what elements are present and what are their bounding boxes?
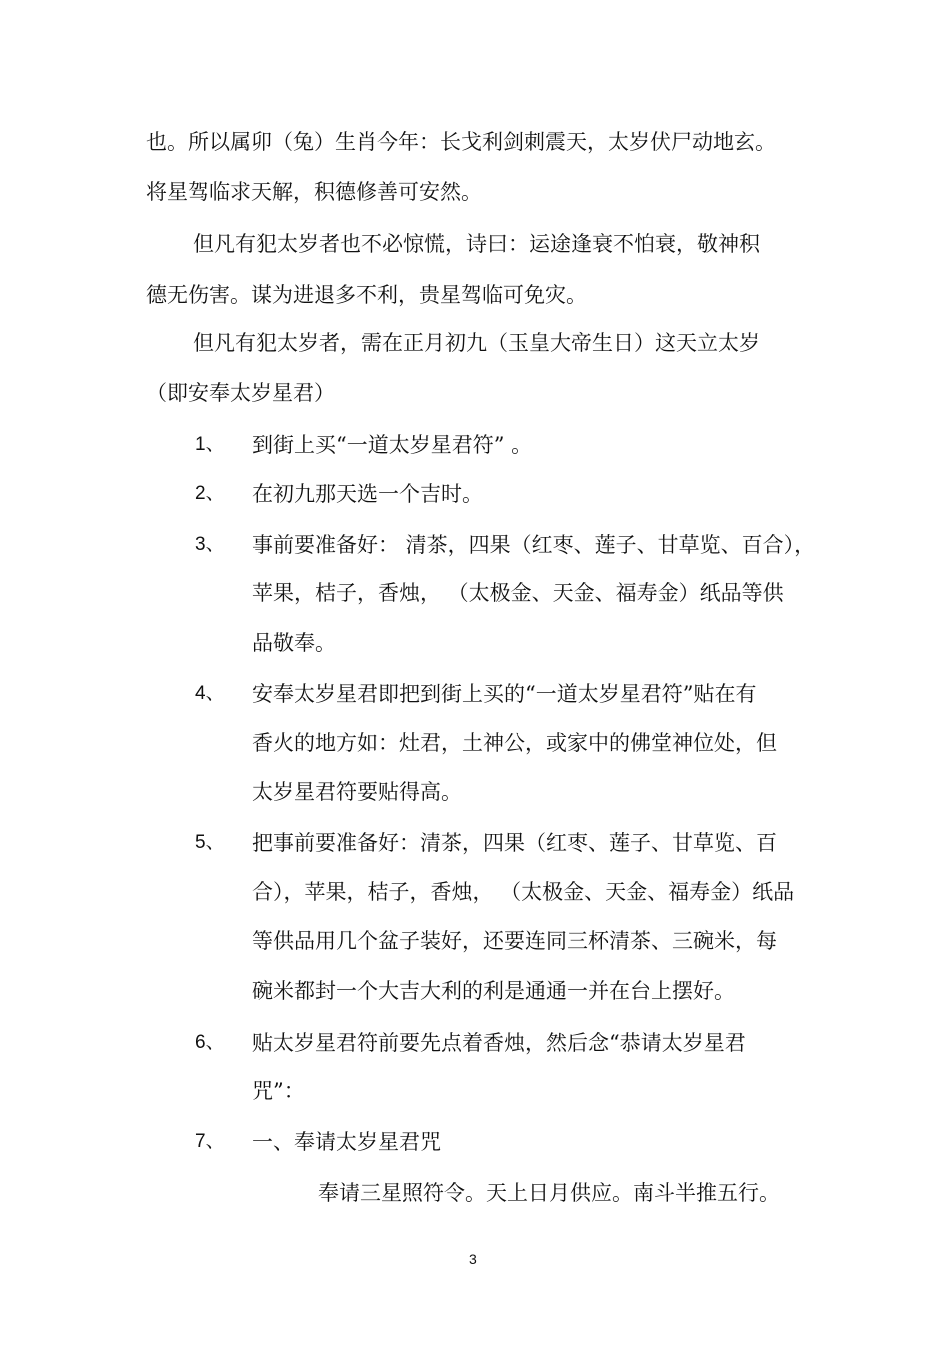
paragraph-line: 但凡有犯太岁者，需在正月初九（玉皇大帝生日）这天立太岁 <box>193 331 760 355</box>
list-item-number: 2、 <box>195 483 225 504</box>
paragraph-line: 但凡有犯太岁者也不必惊慌，诗曰：运途逢衰不怕衰，敬神积 <box>193 232 760 256</box>
list-item-number: 5、 <box>195 832 225 853</box>
list-item-line: 在初九那天选一个吉时。 <box>252 482 483 506</box>
list-item-line: 事前要准备好： 清茶，四果（红枣、莲子、甘草览、百合）， <box>252 533 816 557</box>
paragraph-line: （即安奉太岁星君） <box>146 381 335 405</box>
list-item-line: 等供品用几个盆子装好，还要连同三杯清茶、三碗米，每 <box>252 929 777 953</box>
paragraph-line: 德无伤害。谋为进退多不利，贵星驾临可免灾。 <box>146 283 587 307</box>
list-item-line: 安奉太岁星君即把到街上买的“一道太岁星君符”贴在有 <box>252 682 757 706</box>
list-item-number: 1、 <box>195 434 225 455</box>
paragraph-line: 将星驾临求天解，积德修善可安然。 <box>146 180 482 204</box>
paragraph-line: 也。所以属卯（兔）生肖今年：长戈利剑刺震天，太岁伏尸动地玄。 <box>146 130 776 154</box>
list-item-number: 6、 <box>195 1032 225 1053</box>
list-item-line: 把事前要准备好：清茶，四果（红枣、莲子、甘草览、百 <box>252 831 777 855</box>
list-item-number: 4、 <box>195 683 225 704</box>
list-item-number: 7、 <box>195 1131 225 1152</box>
list-item-line: 碗米都封一个大吉大利的利是通通一并在台上摆好。 <box>252 979 735 1003</box>
list-item-number: 3、 <box>195 534 225 555</box>
list-item-line: 香火的地方如：灶君，土神公，或家中的佛堂神位处，但 <box>252 731 777 755</box>
list-item-line: 苹果，桔子，香烛， （太极金、天金、福寿金）纸品等供 <box>252 581 784 605</box>
list-item-line: 一、奉请太岁星君咒 <box>252 1130 441 1154</box>
list-item-line: 咒”： <box>252 1079 305 1103</box>
list-item-line: 品敬奉。 <box>252 631 336 655</box>
list-item-line: 贴太岁星君符前要先点着香烛，然后念“恭请太岁星君 <box>252 1031 746 1055</box>
incantation-line: 奉请三星照符令。天上日月供应。南斗半推五行。 <box>318 1181 780 1205</box>
page-number: 3 <box>469 1251 477 1267</box>
list-item-line: 到街上买“一道太岁星君符” 。 <box>252 433 533 457</box>
list-item-line: 太岁星君符要贴得高。 <box>252 780 462 804</box>
list-item-line: 合），苹果，桔子，香烛， （太极金、天金、福寿金）纸品 <box>252 880 795 904</box>
